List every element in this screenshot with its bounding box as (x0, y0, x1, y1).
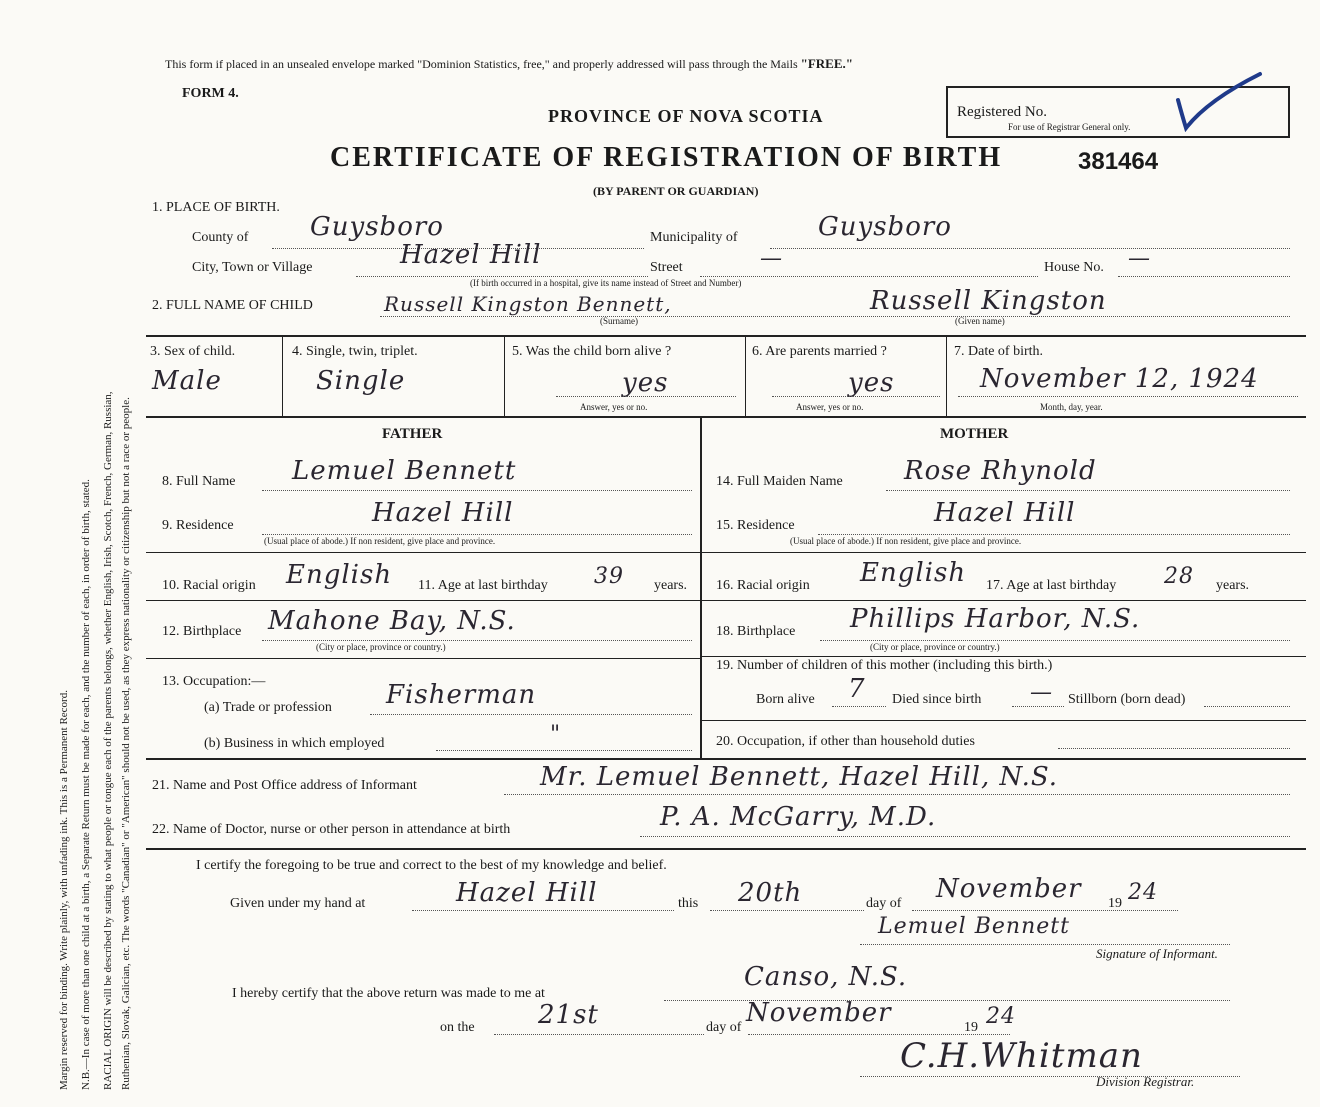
return-place-value: Canso, N.S. (744, 962, 908, 992)
child-name-label: 2. FULL NAME OF CHILD (152, 298, 313, 313)
father-trade-line (370, 714, 692, 715)
child-given-name: Russell Kingston (870, 286, 1107, 316)
child-name-line (380, 316, 1290, 317)
this-label: this (678, 896, 699, 911)
mother-occupation-label: 20. Occupation, if other than household duties (716, 734, 975, 749)
rule-top-row (146, 335, 1306, 337)
margin-note-1: Margin reserved for binding. Write plainly, with unfading ink. This is a Permanent Record. (58, 690, 70, 1090)
married-value: yes (848, 368, 895, 398)
parents-divider (700, 418, 702, 758)
rule-certify-top (146, 848, 1306, 850)
father-occupation-label: 13. Occupation:— (162, 674, 266, 689)
mother-residence-value: Hazel Hill (934, 498, 1076, 528)
father-years: years. (654, 578, 688, 593)
informant-value: Mr. Lemuel Bennett, Hazel Hill, N.S. (540, 762, 1059, 792)
rule-mother-19 (702, 656, 1306, 657)
doctor-label: 22. Name of Doctor, nurse or other person in attendance at birth (152, 822, 511, 837)
father-business-line (436, 750, 692, 751)
given-year-value: 24 (1128, 880, 1158, 905)
given-day-value: 20th (738, 878, 803, 908)
mother-heading: MOTHER (940, 426, 1009, 442)
registrar-caption: Division Registrar. (1096, 1074, 1195, 1089)
given-month-line (912, 910, 1178, 911)
municipality-label: Municipality of (650, 230, 738, 245)
form-subtitle: (BY PARENT OR GUARDIAN) (593, 184, 759, 198)
married-caption: Answer, yes or no. (796, 402, 864, 412)
father-racial-value: English (286, 560, 393, 590)
house-value: — (1128, 246, 1151, 271)
return-month-value: November (746, 998, 892, 1028)
given-month-value: November (936, 874, 1082, 904)
rule-father-13 (146, 658, 700, 659)
stillborn-label: Stillborn (born dead) (1068, 692, 1186, 707)
father-racial-label: 10. Racial origin (162, 578, 256, 593)
child-surname: Russell Kingston Bennett, (384, 292, 672, 316)
registrar-signature: C.H.Whitman (900, 1036, 1143, 1076)
died-line (1012, 706, 1064, 707)
given-under-label: Given under my hand at (230, 896, 366, 911)
rule-father-10 (146, 552, 700, 553)
municipality-value: Guysboro (818, 212, 952, 242)
hospital-note: (If birth occurred in a hospital, give its name instead of Street and Number) (470, 278, 742, 288)
alive-label: 5. Was the child born alive ? (512, 344, 672, 359)
father-business-value: " (550, 722, 562, 747)
father-birthplace-line (262, 640, 692, 641)
mother-name-line (886, 490, 1290, 491)
multiple-label: 4. Single, twin, triplet. (292, 344, 418, 359)
surname-caption: (Surname) (600, 316, 638, 326)
county-label: County of (192, 230, 249, 245)
city-line (356, 276, 648, 277)
mother-age-value: 28 (1164, 564, 1194, 589)
given-name-caption: (Given name) (955, 316, 1005, 326)
margin-note-2: N.B.—In case of more than one child at a birth, a Separate Return must be made for each, and the number of each, in order of birth, stated. (80, 479, 92, 1090)
father-residence-caption: (Usual place of abode.) If non resident, give place and province. (264, 536, 496, 546)
father-heading: FATHER (382, 426, 443, 442)
place-of-birth-label: 1. PLACE OF BIRTH. (152, 200, 280, 215)
mother-children-label: 19. Number of children of this mother (including this birth.) (716, 658, 1053, 673)
mail-note (165, 56, 853, 72)
registered-label: Registered No. (957, 104, 1047, 120)
divider-3-4 (282, 336, 283, 416)
return-year-value: 24 (986, 1004, 1016, 1029)
father-age-value: 39 (594, 564, 624, 589)
street-line (700, 276, 1038, 277)
married-label: 6. Are parents married ? (752, 344, 887, 359)
mother-years: years. (1216, 578, 1250, 593)
father-residence-line (262, 534, 692, 535)
return-day-line (494, 1034, 704, 1035)
alive-value: yes (622, 368, 669, 398)
given-place-value: Hazel Hill (456, 878, 598, 908)
dob-line (958, 396, 1298, 397)
county-value: Guysboro (310, 212, 444, 242)
municipality-line (770, 248, 1290, 249)
mother-name-value: Rose Rhynold (904, 456, 1097, 486)
born-alive-line (832, 706, 886, 707)
return-day-value: 21st (538, 1000, 599, 1030)
certificate-title: CERTIFICATE OF REGISTRATION OF BIRTH (330, 142, 1003, 173)
margin-note-3: RACIAL ORIGIN will be described by stating to what people or tongue each of the parents belongs, whether English, Irish, Scotch, French, German, Russian, (102, 391, 114, 1090)
mother-name-label: 14. Full Maiden Name (716, 474, 843, 489)
certificate-number: 381464 (1078, 148, 1159, 175)
divider-6-7 (946, 336, 947, 416)
mother-birthplace-caption: (City or place, province or country.) (870, 642, 1000, 652)
father-name-line (262, 490, 692, 491)
mother-age-label: 17. Age at last birthday (986, 578, 1117, 593)
given-place-line (412, 910, 674, 911)
died-label: Died since birth (892, 692, 982, 707)
mother-racial-label: 16. Racial origin (716, 578, 810, 593)
return-day-of-label: day of (706, 1020, 742, 1035)
father-business-label: (b) Business in which employed (204, 736, 385, 751)
father-name-value: Lemuel Bennett (292, 456, 517, 486)
mother-birthplace-value: Phillips Harbor, N.S. (850, 604, 1141, 634)
check-mark-icon (1168, 70, 1268, 132)
mother-residence-label: 15. Residence (716, 518, 795, 533)
father-trade-value: Fisherman (386, 680, 537, 710)
father-residence-value: Hazel Hill (372, 498, 514, 528)
dob-value: November 12, 1924 (980, 364, 1259, 394)
alive-line (556, 396, 736, 397)
city-value: Hazel Hill (400, 240, 542, 270)
father-birthplace-value: Mahone Bay, N.S. (268, 606, 516, 636)
rule-father-12 (146, 600, 700, 601)
mother-residence-caption: (Usual place of abode.) If non resident, give place and province. (790, 536, 1022, 546)
mail-free: "FREE." (800, 56, 853, 71)
registrar-note: For use of Registrar General only. (1008, 122, 1131, 132)
street-value: — (760, 246, 783, 271)
divider-5-6 (745, 336, 746, 416)
certify-statement: I certify the foregoing to be true and correct to the best of my knowledge and belief. (196, 858, 667, 873)
informant-signature: Lemuel Bennett (878, 914, 1070, 939)
alive-caption: Answer, yes or no. (580, 402, 648, 412)
mother-birthplace-label: 18. Birthplace (716, 624, 796, 639)
father-residence-label: 9. Residence (162, 518, 234, 533)
on-the-label: on the (440, 1020, 475, 1035)
sex-label: 3. Sex of child. (150, 344, 236, 359)
informant-signature-line (860, 944, 1230, 945)
rule-mother-18 (702, 600, 1306, 601)
stillborn-line (1204, 706, 1290, 707)
return-label: I hereby certify that the above return was made to me at (232, 986, 545, 1001)
margin-note-4: Ruthenian, Slovak, Galician, etc. The words "Canadian" or "American" should not be used, as they express nationality or citizenship but not a race or people. (120, 397, 132, 1090)
mail-note-text: This form if placed in an unsealed envelope marked "Dominion Statistics, free," and properly addressed will pass through the Mails (165, 57, 798, 71)
return-year-prefix: 19 (964, 1020, 978, 1035)
given-year-prefix: 19 (1108, 896, 1122, 911)
house-line (1118, 276, 1290, 277)
mother-racial-value: English (860, 558, 967, 588)
born-alive-label: Born alive (756, 692, 815, 707)
rule-mother-20 (702, 720, 1306, 721)
mother-residence-line (818, 534, 1290, 535)
street-label: Street (650, 260, 683, 275)
divider-4-5 (504, 336, 505, 416)
dob-label: 7. Date of birth. (954, 344, 1044, 359)
given-day-of-label: day of (866, 896, 902, 911)
sex-value: Male (152, 366, 222, 396)
married-line (772, 396, 940, 397)
informant-line (504, 794, 1290, 795)
father-trade-label: (a) Trade or profession (204, 700, 332, 715)
died-value: — (1030, 680, 1053, 705)
given-day-line (710, 910, 864, 911)
father-age-label: 11. Age at last birthday (418, 578, 548, 593)
informant-signature-caption: Signature of Informant. (1096, 946, 1218, 961)
return-month-line (748, 1034, 1010, 1035)
doctor-line (640, 836, 1290, 837)
informant-label: 21. Name and Post Office address of Informant (152, 778, 417, 793)
rule-row-bottom (146, 416, 1306, 418)
mother-occupation-line (1058, 748, 1290, 749)
father-birthplace-label: 12. Birthplace (162, 624, 242, 639)
rule-informant-top (146, 758, 1306, 760)
city-label: City, Town or Village (192, 260, 313, 275)
house-label: House No. (1044, 260, 1104, 275)
rule-mother-16 (702, 552, 1306, 553)
born-alive-value: 7 (848, 674, 866, 704)
province-heading: PROVINCE OF NOVA SCOTIA (548, 106, 824, 126)
form-number: FORM 4. (182, 86, 239, 101)
multiple-value: Single (316, 366, 406, 396)
father-name-label: 8. Full Name (162, 474, 236, 489)
father-birthplace-caption: (City or place, province or country.) (316, 642, 446, 652)
dob-caption: Month, day, year. (1040, 402, 1103, 412)
mother-birthplace-line (820, 640, 1290, 641)
doctor-value: P. A. McGarry, M.D. (660, 802, 937, 832)
